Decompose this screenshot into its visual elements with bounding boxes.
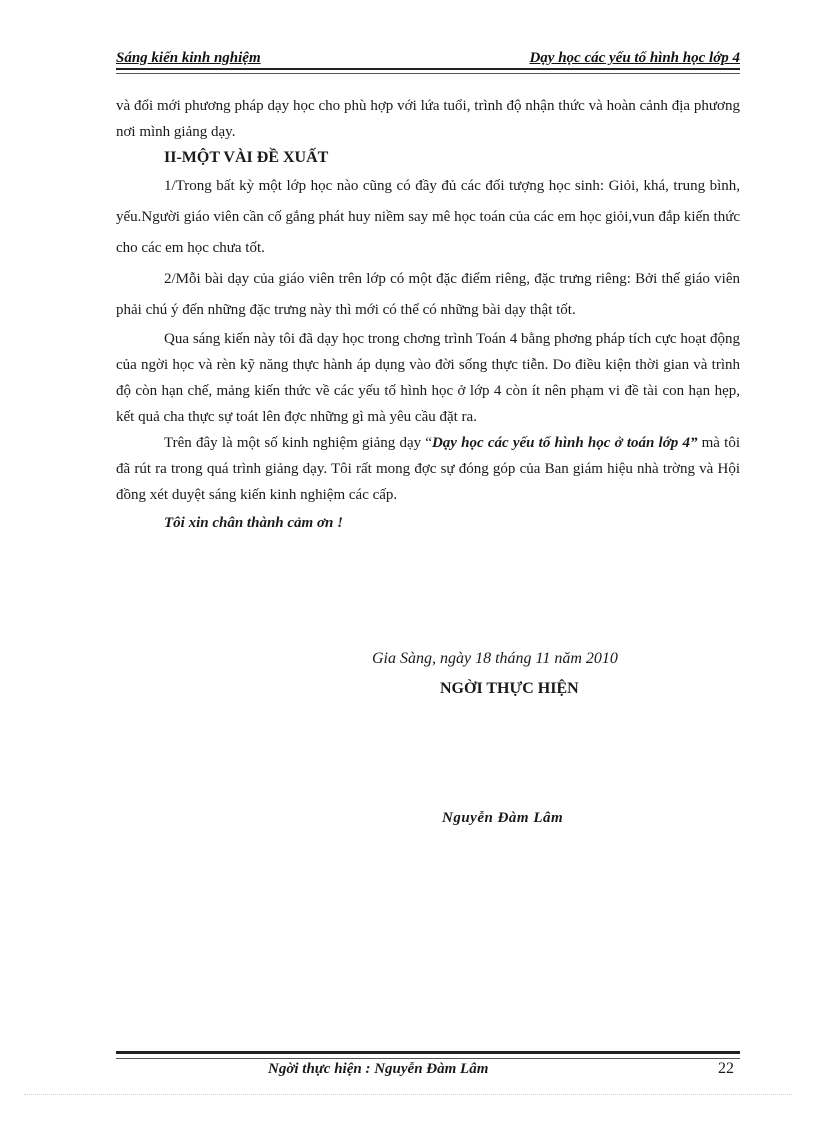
paragraph-continuation: và đổi mới phương pháp dạy học cho phù hợp với lứa tuổi, trình độ nhận thức và hoàn cảnh địa phương nơi mình giảng dạy. [116, 98, 740, 140]
header-rule [116, 68, 740, 74]
page-edge-divider [24, 1094, 792, 1095]
conclusion-title-emphasis: Dạy học các yếu tố hình học ở toán lớp 4” [431, 435, 698, 451]
date-place: Gia Sàng, ngày 18 tháng 11 năm 2010 [372, 650, 618, 667]
conclusion-text-a: Trên đây là một số kinh nghiệm giảng dạy “ [164, 435, 432, 451]
section-heading: II-MỘT VÀI ĐỀ XUẤT [164, 149, 329, 166]
paragraph-conclusion [116, 430, 740, 508]
footer-author: Ngời thực hiện : Nguyễn Đàm Lâm [268, 1061, 489, 1077]
document-body [116, 93, 740, 536]
conclusion-text-b: mà tôi đã rút ra trong quá trình giảng dạy. Tôi rất mong đợc sự đóng góp của Ban giám hiệu nhà trờng và Hội đồng xét duyệt sáng kiến kinh nghiệm các cấp. [116, 435, 740, 503]
page-number: 22 [718, 1060, 734, 1077]
footer-rule [116, 1051, 740, 1059]
paragraph-proposal-1: 1/Trong bất kỳ một lớp học nào cũng có đầy đủ các đối tượng học sinh: Giỏi, khá, trung bình, yếu.Người giáo viên cần cố gắng phát huy niềm say mê học toán của các em học giỏi,vun đắp kiến thức cho các em học chưa tốt. [116, 178, 740, 256]
signer-title: NGỜI THỰC HIỆN [440, 680, 579, 697]
header-right-title: Dạy học các yếu tố hình học lớp 4 [529, 50, 740, 66]
header-left-title: Sáng kiến kinh nghiệm [116, 50, 261, 66]
paragraph-proposal-2: 2/Mỗi bài dạy của giáo viên trên lớp có một đặc điểm riêng, đặc trưng riêng: Bởi thế giáo viên phải chú ý đến những đặc trưng này thì mới có thể có những bài dạy thật tốt. [116, 271, 740, 318]
page-header [116, 50, 740, 68]
thanks-line: Tôi xin chân thành cảm ơn ! [164, 515, 343, 531]
signature-name: Nguyễn Đàm Lâm [442, 810, 564, 826]
paragraph-summary: Qua sáng kiến này tôi đã dạy học trong chơng trình Toán 4 bằng phơng pháp tích cực hoạt động của ngời học và rèn kỹ năng thực hành áp dụng vào đời sống thực tiễn. Do điều kiện thời gian và trình độ còn hạn chế, mảng kiến thức về các yếu tố hình học ở lớp 4 còn ít nên phạm vi đề tài con hạn hẹp, kết quả cha thực sự toát lên đợc những gì mà yêu cầu đặt ra. [116, 331, 740, 425]
